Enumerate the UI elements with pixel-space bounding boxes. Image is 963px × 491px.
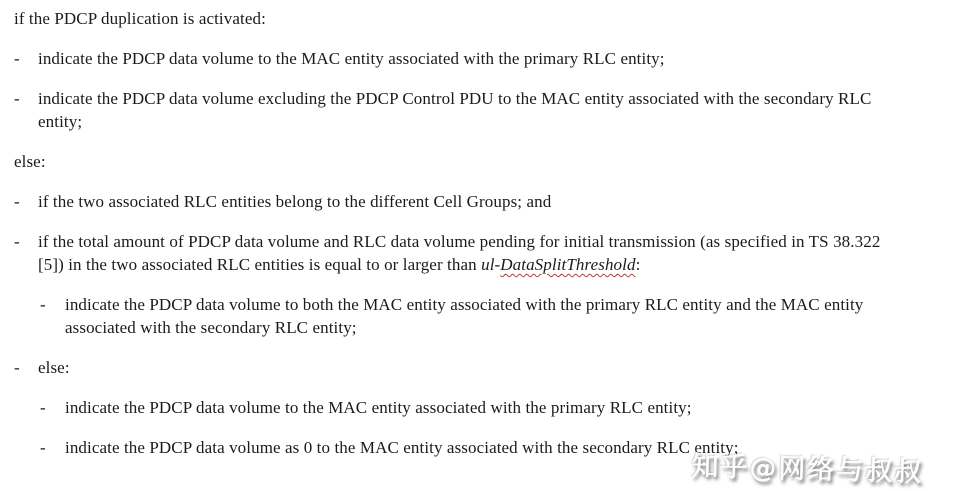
- bullet-dash-marker: -: [14, 49, 20, 68]
- term-italic: ul-: [481, 255, 501, 274]
- text-segment: if the total amount of PDCP data volume and RLC data volume pending for initial transmission (as specified in TS 38.322 [5]) in the two associated RLC entities is equal to or larger than: [38, 232, 881, 274]
- document-body: [14, 7, 892, 476]
- bullet-dash-marker: -: [40, 295, 46, 314]
- bullet-dash-marker: -: [14, 89, 20, 108]
- bullet-item: [14, 293, 892, 339]
- bullet-item: [14, 230, 892, 276]
- paragraph: if the PDCP duplication is activated:: [14, 9, 266, 28]
- paragraph: else:: [14, 152, 46, 171]
- bullet-dash-marker: -: [14, 232, 20, 251]
- text-segment: :: [635, 255, 641, 274]
- term-italic-squiggle: DataSplitThreshold: [500, 255, 636, 274]
- bullet-item: [14, 190, 892, 213]
- zhihu-watermark: 知乎@网络与叔叔: [691, 450, 924, 489]
- bullet-dash-marker: -: [14, 192, 20, 211]
- bullet-item: [14, 356, 892, 379]
- bullet-text: indicate the PDCP data volume to the MAC entity associated with the primary RLC entity;: [65, 398, 692, 417]
- bullet-item: [14, 396, 892, 419]
- bullet-text: else:: [38, 358, 70, 377]
- bullet-item: [14, 47, 892, 70]
- bullet-dash-marker: -: [14, 358, 20, 377]
- bullet-text: if the two associated RLC entities belong to the different Cell Groups; and: [38, 192, 552, 211]
- bullet-item: [14, 87, 892, 133]
- bullet-dash-marker: -: [40, 438, 46, 457]
- bullet-dash-marker: -: [40, 398, 46, 417]
- bullet-text: indicate the PDCP data volume as 0 to the MAC entity associated with the secondary RLC entity;: [65, 438, 739, 457]
- bullet-text: indicate the PDCP data volume excluding the PDCP Control PDU to the MAC entity associated with the secondary RLC entity;: [38, 89, 872, 131]
- bullet-text: indicate the PDCP data volume to the MAC entity associated with the primary RLC entity;: [38, 49, 665, 68]
- bullet-text: indicate the PDCP data volume to both the MAC entity associated with the primary RLC entity and the MAC entity associated with the secondary RLC entity;: [65, 295, 864, 337]
- bullet-text: [38, 230, 892, 276]
